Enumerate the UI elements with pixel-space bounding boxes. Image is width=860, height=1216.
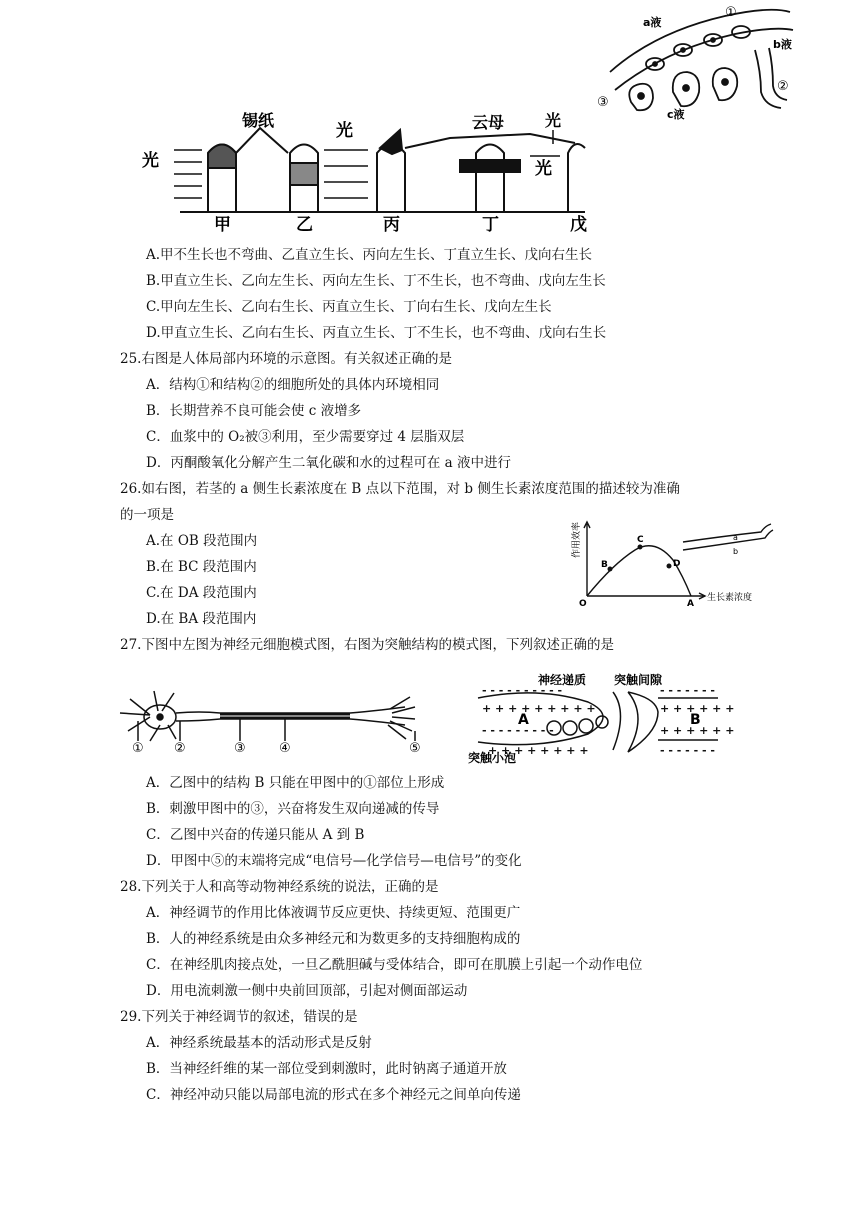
label-light-mid: 光 — [336, 121, 353, 141]
q24-option-d: D.甲直立生长、乙向右生长、丙直立生长、丁不生长，也不弯曲、戊向右生长 — [146, 325, 607, 341]
q28-option-b: B．人的神经系统是由众多神经元和为数更多的支持细胞构成的 — [146, 931, 521, 947]
label-light-right: 光 — [535, 159, 552, 179]
label-mica: 云母 — [472, 113, 505, 132]
neuron-label-5: ⑤ — [409, 741, 421, 756]
curve-point-d: D — [673, 559, 681, 569]
q25-stem: 25.右图是人体局部内环境的示意图。有关叙述正确的是 — [120, 351, 452, 367]
q26-option-a: A.在 OB 段范围内 — [146, 533, 258, 549]
q29-option-c: C．神经冲动只能以局部电流的形式在多个神经元之间单向传递 — [146, 1087, 521, 1103]
label-light-top: 光 — [545, 111, 562, 130]
svg-text:- - - - - - - - - -: - - - - - - - - - - — [482, 684, 563, 697]
q28-option-d: D．用电流刺激一侧中央前回顶部，引起对侧面部运动 — [146, 983, 468, 999]
plant-label-jia: 甲 — [214, 215, 231, 235]
svg-text:- - - - - - -: - - - - - - - — [660, 744, 715, 757]
q27-option-d: D．甲图中⑤的末端将完成“电信号—化学信号—电信号”的变化 — [146, 853, 522, 869]
synapse-figure — [468, 672, 735, 765]
synapse-label-a: A — [518, 712, 529, 728]
label-c-fluid: c液 — [667, 108, 685, 121]
q28-option-a: A．神经调节的作用比体液调节反应更快、持续更短、范围更广 — [146, 905, 521, 921]
curve-point-c: C — [637, 535, 644, 545]
q29-stem: 29.下列关于神经调节的叙述，错误的是 — [120, 1009, 358, 1025]
internal-environment-figure — [595, 2, 805, 120]
curve-point-o: O — [579, 599, 587, 609]
q25-option-b: B．长期营养不良可能会使 c 液增多 — [146, 403, 362, 419]
q24-option-c: C.甲向左生长、乙向右生长、丙直立生长、丁向右生长、戊向左生长 — [146, 299, 552, 315]
q29-option-b: B．当神经纤维的某一部位受到刺激时，此时钠离子通道开放 — [146, 1061, 507, 1077]
stem-side-a: a — [733, 533, 738, 542]
svg-text:+ + + + + + + + +: + + + + + + + + + — [482, 702, 596, 715]
label-b-fluid: b液 — [773, 38, 792, 51]
svg-text:+ + + + + +: + + + + + + — [660, 702, 735, 715]
q26-option-b: B.在 BC 段范围内 — [146, 559, 257, 575]
svg-text:+ + + + + + + +: + + + + + + + + — [488, 744, 589, 757]
q25-option-d: D．丙酮酸氧化分解产生二氧化碳和水的过程可在 a 液中进行 — [146, 455, 511, 471]
plant-tropism-figure — [130, 108, 590, 233]
neuron-figure — [110, 685, 435, 755]
q28-option-c: C．在神经肌肉接点处，一旦乙酰胆碱与受体结合，即可在肌膜上引起一个动作电位 — [146, 957, 643, 973]
curve-xlabel: 生长素浓度 — [707, 593, 753, 603]
synapse-label-b: B — [690, 712, 701, 728]
neuron-label-2: ② — [174, 741, 186, 756]
label-structure-2: ② — [777, 79, 789, 94]
label-light-left: 光 — [142, 151, 159, 171]
stem-side-b: b — [733, 547, 739, 556]
q27-option-b: B．刺激甲图中的③，兴奋将发生双向递减的传导 — [146, 801, 440, 817]
q27-option-c: C．乙图中兴奋的传递只能从 A 到 B — [146, 827, 365, 843]
q24-option-a: A.甲不生长也不弯曲、乙直立生长、丙向左生长、丁直立生长、戊向右生长 — [146, 247, 593, 263]
svg-text:+ + + + + +: + + + + + + — [660, 724, 735, 737]
synapse-label-transmitter: 神经递质 — [538, 673, 587, 687]
label-tinfoil: 锡纸 — [242, 111, 275, 130]
curve-point-b: B — [601, 560, 608, 570]
auxin-curve-figure — [565, 520, 785, 610]
q27-stem: 27.下图中左图为神经元细胞模式图，右图为突触结构的模式图，下列叙述正确的是 — [120, 637, 614, 653]
svg-text:- - - - - - - - -: - - - - - - - - - — [482, 724, 554, 737]
q25-option-a: A．结构①和结构②的细胞所处的具体内环境相同 — [146, 377, 440, 393]
q29-option-a: A．神经系统最基本的活动形式是反射 — [146, 1035, 372, 1051]
q25-option-c: C．血浆中的 O₂被③利用，至少需要穿过 4 层脂双层 — [146, 429, 465, 445]
q28-stem: 28.下列关于人和高等动物神经系统的说法，正确的是 — [120, 879, 439, 895]
label-structure-3: ③ — [597, 95, 609, 110]
curve-ylabel: 作用效率 — [572, 521, 582, 558]
label-structure-1: ① — [725, 5, 737, 20]
synapse-label-vesicle: 突触小泡 — [468, 751, 517, 765]
curve-point-a: A — [687, 599, 694, 609]
q26-option-c: C.在 DA 段范围内 — [146, 585, 257, 601]
neuron-label-1: ① — [132, 741, 144, 756]
plant-label-yi: 乙 — [296, 215, 313, 235]
plant-label-wu: 戊 — [570, 215, 587, 235]
q24-option-b: B.甲直立生长、乙向左生长、丙向左生长、丁不生长，也不弯曲、戊向左生长 — [146, 273, 606, 289]
svg-text:- - - - - - -: - - - - - - - — [660, 684, 715, 697]
q26-stem-line1: 26.如右图，若茎的 a 侧生长素浓度在 B 点以下范围，对 b 侧生长素浓度范围的描述较为准确 — [120, 481, 680, 497]
synapse-label-cleft: 突触间隙 — [614, 673, 663, 687]
plant-label-ding: 丁 — [482, 215, 499, 235]
label-a-fluid: a液 — [643, 16, 662, 29]
q26-stem-line2: 的一项是 — [120, 507, 174, 523]
plant-label-bing: 丙 — [383, 215, 400, 235]
q26-option-d: D.在 BA 段范围内 — [146, 611, 257, 627]
neuron-label-3: ③ — [234, 741, 246, 756]
q27-option-a: A．乙图中的结构 B 只能在甲图中的①部位上形成 — [146, 775, 445, 791]
neuron-label-4: ④ — [279, 741, 291, 756]
